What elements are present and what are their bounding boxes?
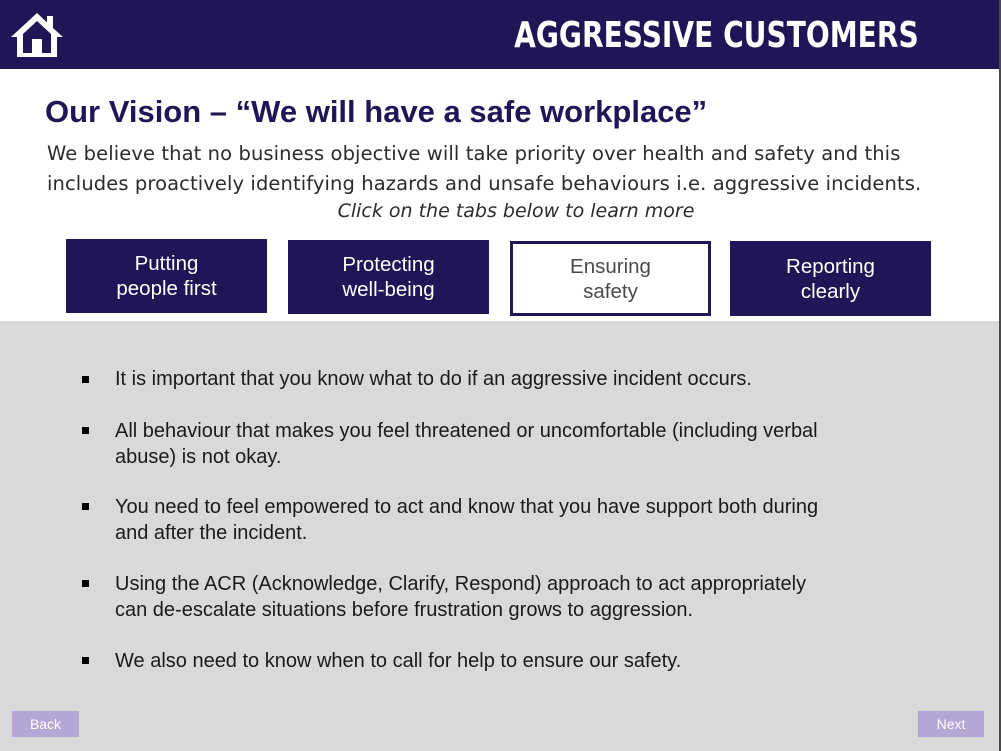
- tab-label-line: Protecting: [342, 253, 435, 276]
- bullet-marker: [82, 376, 89, 383]
- list-item-line: and after the incident.: [115, 521, 308, 544]
- bullet-marker: [82, 503, 89, 510]
- vision-body-line: includes proactively identifying hazards and unsafe behaviours i.e. aggressive incidents.: [47, 172, 922, 195]
- tab-label-line: Reporting: [786, 254, 875, 278]
- list-item: [115, 367, 915, 393]
- list-item-line: abuse) is not okay.: [115, 445, 282, 468]
- tab-label-line: Ensuring: [570, 254, 651, 278]
- list-item-line: All behaviour that makes you feel threatened or uncomfortable (including verbal: [115, 420, 818, 442]
- bullet-marker: [82, 580, 89, 587]
- next-button[interactable]: Next: [918, 711, 984, 737]
- tab-protecting-well-being[interactable]: [288, 240, 489, 314]
- list-item: [115, 649, 915, 675]
- tab-label-line: clearly: [800, 279, 861, 303]
- list-item-line: can de-escalate situations before frustration grows to aggression.: [115, 598, 694, 621]
- home-icon[interactable]: [8, 9, 66, 61]
- bullet-marker: [82, 657, 89, 664]
- header-bar: [0, 0, 999, 69]
- tab-label-line: people first: [116, 277, 217, 300]
- vision-title: Our Vision – “We will have a safe workplace”: [45, 94, 708, 129]
- vision-body: [47, 139, 967, 199]
- content-panel: [0, 321, 999, 751]
- list-item-line: We also need to know when to call for help to ensure our safety.: [115, 650, 682, 672]
- back-button[interactable]: Back: [12, 711, 79, 737]
- vision-body-line: We believe that no business objective will take priority over health and safety and this: [47, 142, 901, 165]
- list-item-line: Using the ACR (Acknowledge, Clarify, Respond) approach to act appropriately: [115, 573, 807, 595]
- list-item: [115, 572, 915, 623]
- tab-label-line: well-being: [342, 278, 435, 301]
- tab-ensuring-safety[interactable]: [510, 241, 711, 316]
- tab-label-line: Putting: [134, 252, 199, 275]
- instruction-text: Click on the tabs below to learn more: [337, 200, 695, 222]
- list-item-line: It is important that you know what to do if an aggressive incident occurs.: [115, 368, 752, 390]
- list-item-line: You need to feel empowered to act and know that you have support both during: [115, 496, 819, 518]
- list-item: [115, 495, 915, 546]
- bullet-marker: [82, 427, 89, 434]
- list-item: [115, 419, 915, 470]
- tab-reporting-clearly[interactable]: [730, 241, 931, 316]
- course-title: AGGRESSIVE CUSTOMERS: [514, 15, 919, 56]
- tab-putting-people-first[interactable]: [66, 239, 267, 313]
- tab-label-line: safety: [583, 279, 638, 303]
